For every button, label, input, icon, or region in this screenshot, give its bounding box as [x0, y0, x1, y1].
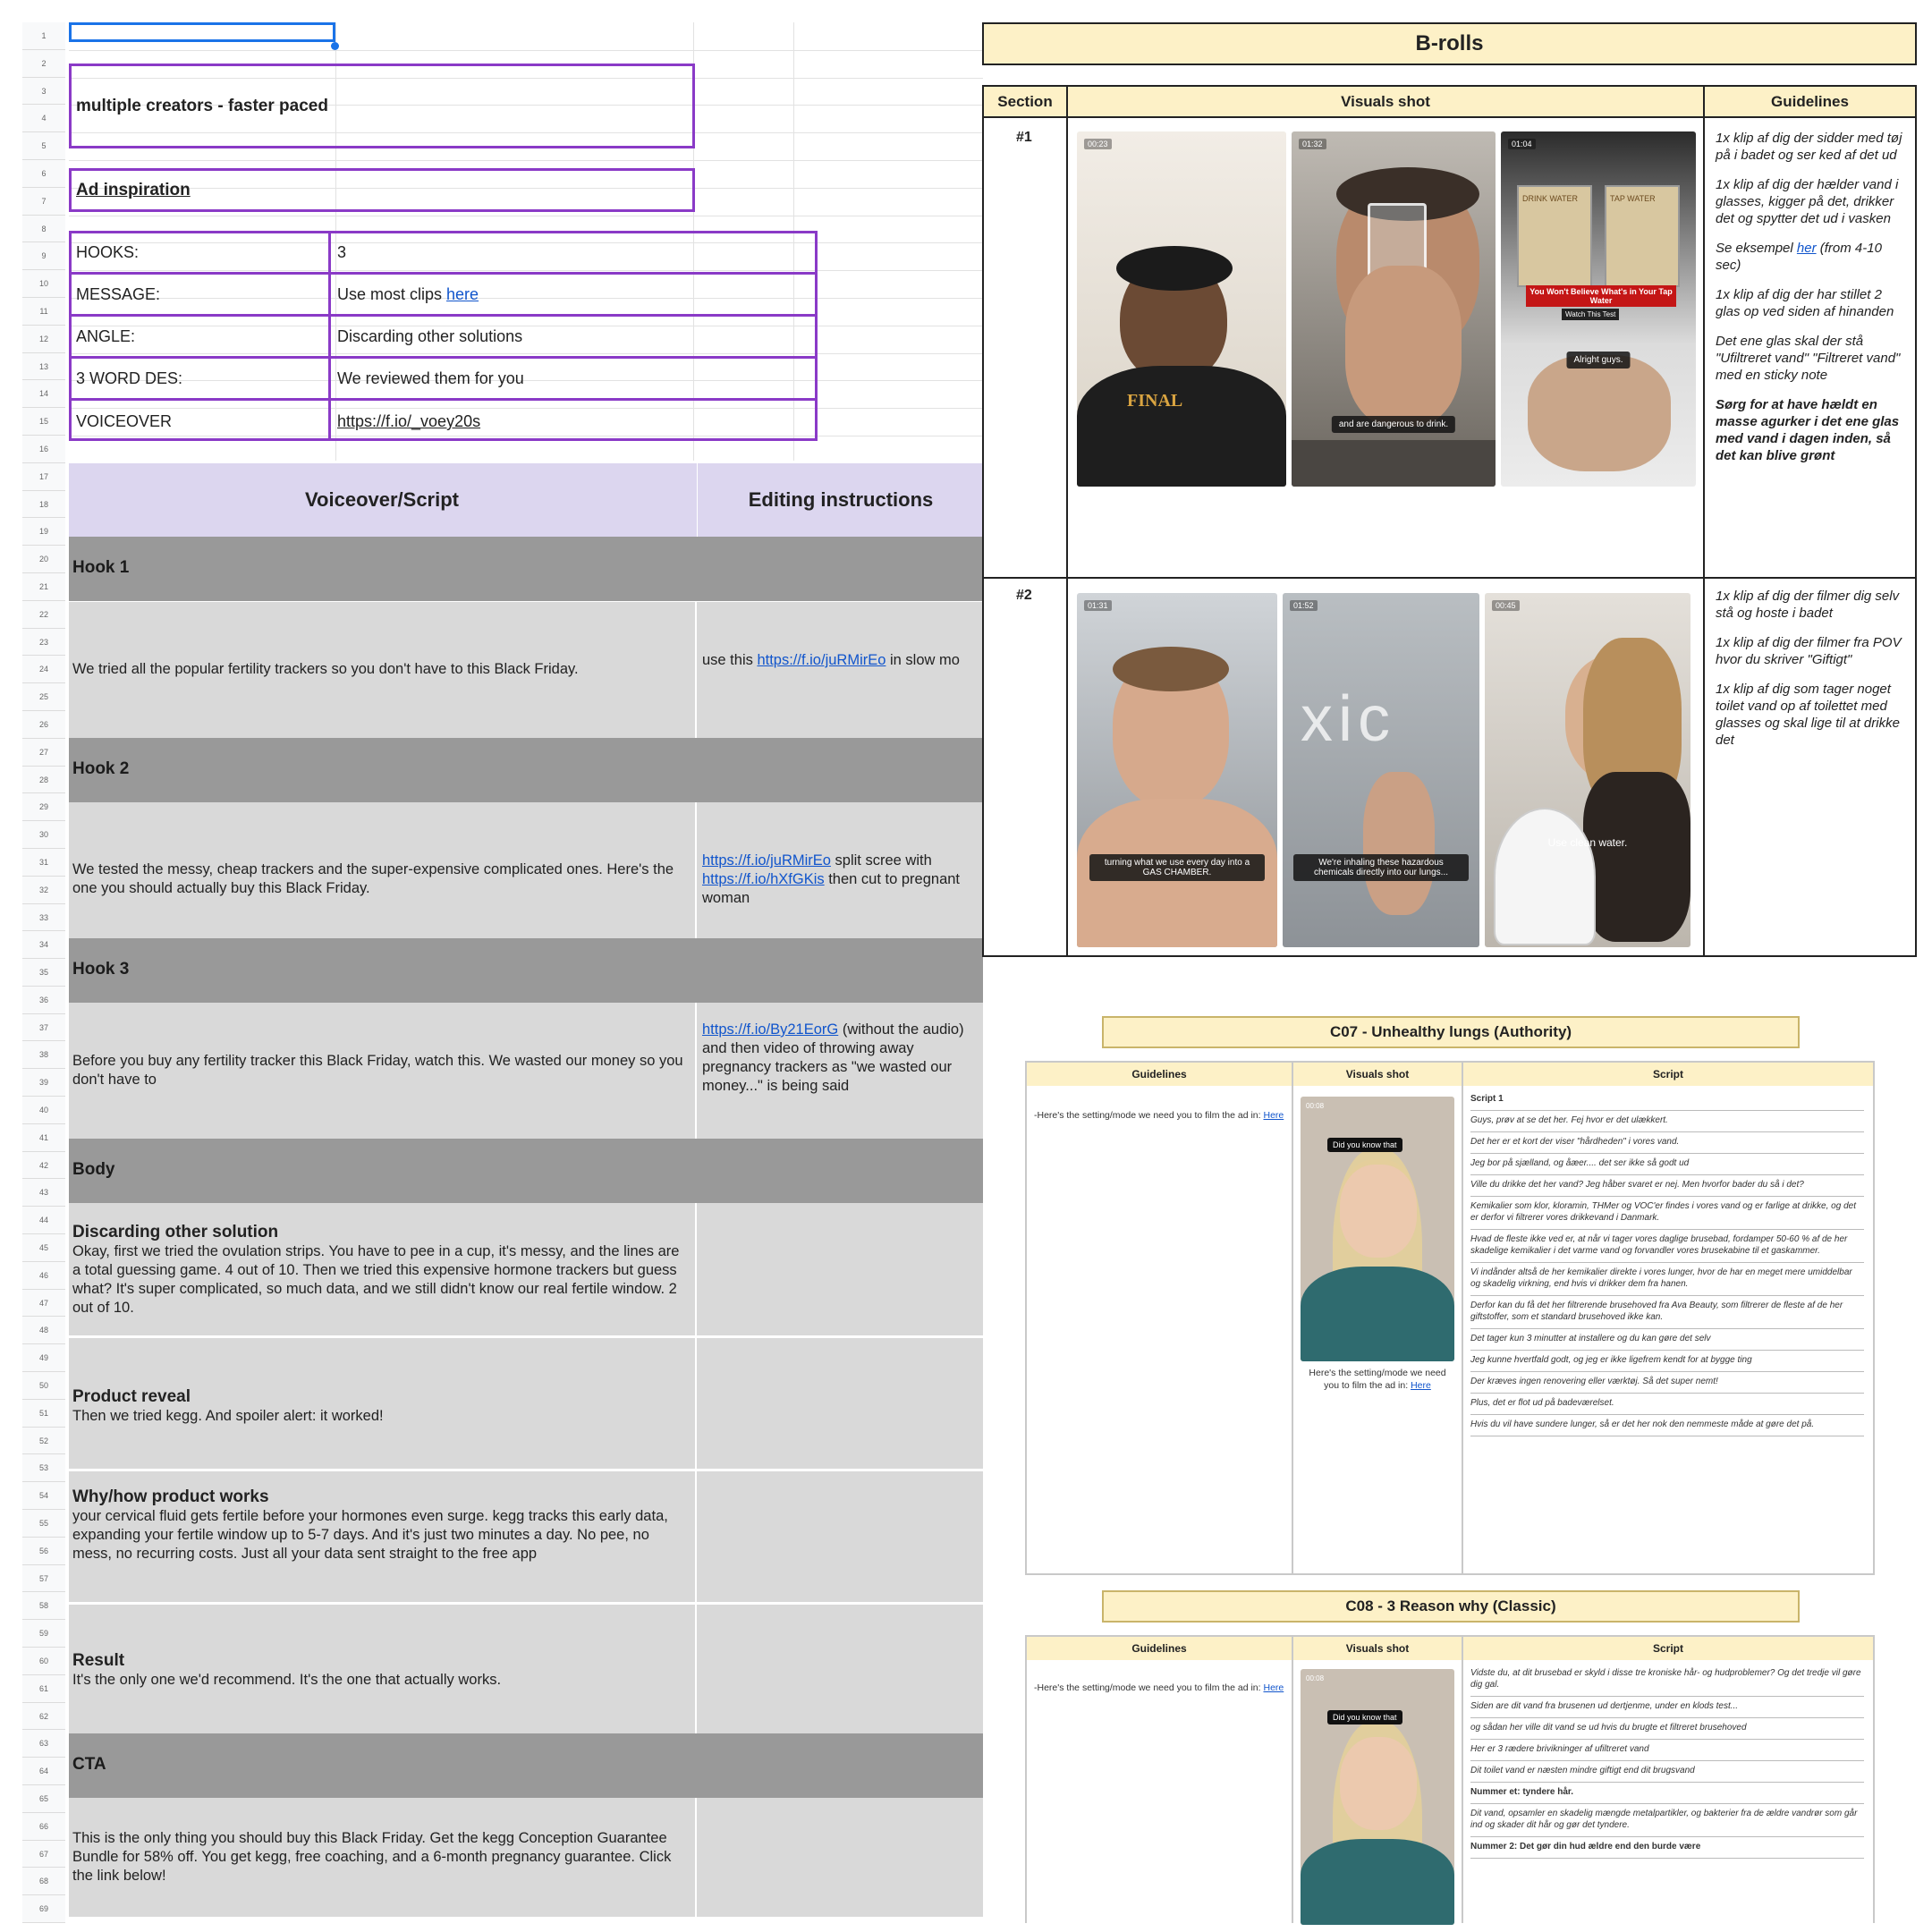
c07-col-line [1462, 1063, 1463, 1573]
params-row-divider [69, 314, 818, 317]
c08-col-line [1462, 1637, 1463, 1923]
row-number[interactable]: 55 [22, 1510, 65, 1538]
why-text: your cervical fluid gets fertile before your hormones even surge. kegg tracks this early data, expanding your fertile window up to 5-7 days. And it's just two minutes a day. No pee, no mess, no recurring costs. Just all your data sent straight to the free app [72, 1508, 668, 1562]
row-number[interactable]: 63 [22, 1730, 65, 1758]
thumb-caption: turning what we use every day into a GAS CHAMBER. [1089, 854, 1265, 881]
message-here-link[interactable]: here [446, 285, 479, 303]
script-line: Nummer 2: Det gør din hud ældre end den burde være [1470, 1837, 1864, 1859]
row-number[interactable]: 30 [22, 821, 65, 849]
param-value-3word[interactable]: We reviewed them for you [337, 369, 524, 387]
thumb-timestamp: 01:32 [1299, 139, 1326, 149]
cell-divider [695, 1798, 697, 1917]
row-number[interactable]: 62 [22, 1703, 65, 1731]
params-col-divider [328, 231, 331, 441]
band-cta [69, 1733, 983, 1798]
script-line: Vidste du, at dit brusebad er skyld i disse tre kroniske hår- og hudproblemer? Og det tredje vil gøre dig gal. [1470, 1664, 1864, 1697]
c07-script-lines [1470, 1111, 1864, 1436]
row-number[interactable]: 36 [22, 987, 65, 1014]
row-number[interactable]: 49 [22, 1344, 65, 1372]
person-top [1583, 772, 1690, 942]
broll-header-section: Section [984, 87, 1068, 118]
guideline-item: 1x klip af dig der filmer dig selv stå og hoste i badet [1716, 589, 1900, 621]
cta-text: This is the only thing you should buy this Black Friday. Get the kegg Conception Guarantee Bundle for 58% off. You get kegg, free coaching, and a 6-month pregnancy guarantee. Click the link below! [72, 1830, 672, 1884]
row-number[interactable]: 19 [22, 518, 65, 546]
row-number[interactable]: 22 [22, 601, 65, 629]
reveal-cell [72, 1387, 690, 1426]
c08-header-visuals: Visuals shot [1293, 1637, 1463, 1660]
ad-inspiration-link[interactable]: Ad inspiration [76, 181, 191, 199]
grid-row-line [69, 160, 983, 161]
row-why-how[interactable] [69, 1471, 983, 1602]
row-number[interactable]: 35 [22, 959, 65, 987]
hook-1-edit-pre: use this [702, 652, 758, 668]
c07-guide-link[interactable]: Here [1263, 1110, 1284, 1121]
thumb-timestamp: 00:08 [1306, 1674, 1325, 1682]
c07-header-guidelines: Guidelines [1027, 1063, 1293, 1086]
row-number[interactable]: 18 [22, 491, 65, 519]
broll-col-line [1703, 87, 1705, 955]
thumb-timestamp: 01:31 [1084, 600, 1112, 611]
row-number[interactable]: 23 [22, 629, 65, 657]
row-discarding[interactable] [69, 1203, 983, 1335]
c08-guide-link[interactable]: Here [1263, 1682, 1284, 1693]
row-number[interactable]: 59 [22, 1620, 65, 1648]
header-editing-instructions: Editing instructions [697, 463, 984, 537]
script-line: Kemikalier som klor, kloramin, THMer og VOC'er findes i vores vand og er farlige at drikke, og det er derfor vi filtrerer vores drikkevand i Danmark. [1470, 1197, 1864, 1230]
guideline-item: 1x klip af dig der har stillet 2 glas op ved siden af hinanden [1716, 287, 1894, 319]
hook-3-script: Before you buy any fertility tracker this Black Friday, watch this. We wasted our money so you don't have to [72, 1053, 683, 1088]
row-number[interactable]: 21 [22, 573, 65, 601]
c08-title: C08 - 3 Reason why (Classic) [1102, 1590, 1800, 1623]
row-number[interactable]: 48 [22, 1317, 65, 1344]
row-number[interactable]: 15 [22, 408, 65, 436]
guideline-example-pre: Se eksempel [1716, 241, 1797, 256]
row-number[interactable]: 10 [22, 270, 65, 298]
param-label-voiceover: VOICEOVER [76, 412, 173, 430]
reveal-title: Product reveal [72, 1387, 191, 1406]
hook-2-edit-link1[interactable]: https://f.io/juRMirEo [702, 852, 831, 869]
guideline-item: 1x klip af dig der hælder vand i glasses, kigger på det, drikker det og spytter det ud i vasken [1716, 177, 1899, 226]
row-number[interactable]: 25 [22, 683, 65, 711]
script-line: Derfor kan du få det her filtrerende brusehoved fra Ava Beauty, som filtrerer de fleste af de her giftstoffer, som et standard brusehoved ikke kan. [1470, 1296, 1864, 1329]
message-text: Use most clips [337, 285, 447, 303]
cell-divider [695, 1471, 697, 1602]
param-value-message[interactable] [337, 285, 479, 304]
c07-script-title: Script 1 [1470, 1089, 1864, 1111]
body-label: Body [72, 1160, 115, 1179]
c08-script-lines [1470, 1664, 1864, 1859]
c07-visual-thumb[interactable] [1301, 1097, 1454, 1361]
thumb-timestamp: 00:08 [1306, 1102, 1325, 1110]
param-label-message: MESSAGE: [76, 285, 161, 303]
thumb-timestamp: 00:23 [1084, 139, 1112, 149]
param-value-hooks[interactable]: 3 [337, 243, 347, 261]
c07-visual-note [1301, 1367, 1454, 1392]
row-number[interactable]: 69 [22, 1895, 65, 1923]
row-number[interactable]: 51 [22, 1400, 65, 1428]
hook-1-edit [702, 651, 970, 670]
thumb-caption: We're inhaling these hazardous chemicals directly into our lungs... [1293, 854, 1469, 881]
row-number[interactable]: 37 [22, 1014, 65, 1042]
script-line: Nummer et: tyndere hår. [1470, 1783, 1864, 1804]
c08-header-guidelines: Guidelines [1027, 1637, 1293, 1660]
cell-divider [695, 1203, 697, 1335]
result-cell [72, 1651, 690, 1690]
row-number[interactable]: 61 [22, 1675, 65, 1703]
hook-2-edit-mid: split scree with [830, 852, 932, 869]
c07-table [1025, 1061, 1875, 1575]
c08-header-script: Script [1463, 1637, 1873, 1660]
guideline-item: 1x klip af dig der filmer fra POV hvor du skriver "Giftigt" [1716, 635, 1902, 667]
why-title: Why/how product works [72, 1487, 269, 1506]
cell-divider [695, 1338, 697, 1469]
row-number[interactable]: 67 [22, 1841, 65, 1868]
row-number[interactable]: 17 [22, 463, 65, 491]
row-number[interactable]: 29 [22, 793, 65, 821]
row-number[interactable]: 28 [22, 767, 65, 794]
c08-visual-thumb[interactable] [1301, 1669, 1454, 1925]
person-shirt [1077, 366, 1286, 487]
script-line: Det tager kun 3 minutter at installere og du kan gøre det selv [1470, 1329, 1864, 1351]
params-row-divider [69, 398, 818, 401]
thumb-watch: Watch This Test [1562, 309, 1619, 320]
sheet-title: multiple creators - faster paced [76, 97, 328, 115]
c07-guideline [1034, 1109, 1284, 1122]
row-number[interactable]: 16 [22, 436, 65, 463]
hands [1528, 355, 1671, 471]
voiceover-link[interactable]: https://f.io/_voey20s [337, 412, 481, 430]
guideline-item: 1x klip af dig som tager noget toilet vand op af toilettet med glasses og skal lige til at drikke det [1716, 682, 1900, 748]
broll-thumb-4[interactable] [1077, 593, 1277, 947]
script-line: Dit vand, opsamler en skadelig mængde metalpartikler, og bakterier fra de ældre vandrør som går ind og skader dit hår og gør det tyndere. [1470, 1804, 1864, 1837]
row-number[interactable]: 34 [22, 931, 65, 959]
c08-script [1470, 1664, 1864, 1859]
row-number[interactable]: 6 [22, 160, 65, 188]
c07-visual-link[interactable]: Here [1411, 1380, 1431, 1391]
row-number[interactable]: 7 [22, 188, 65, 216]
row-number[interactable]: 43 [22, 1179, 65, 1207]
c07-script [1470, 1089, 1864, 1436]
broll-row-2-label: #2 [1016, 588, 1032, 603]
row-number[interactable]: 5 [22, 132, 65, 160]
broll-col-line [1066, 87, 1068, 955]
row-number[interactable]: 54 [22, 1482, 65, 1510]
band-hook-1 [69, 537, 983, 601]
row-number[interactable]: 41 [22, 1124, 65, 1152]
band-hook-3 [69, 938, 983, 1003]
broll-row-1-guidelines [1716, 130, 1909, 477]
guideline-example-link[interactable]: her [1796, 241, 1817, 256]
cell-divider [695, 802, 697, 938]
discarding-cell [72, 1223, 690, 1318]
c07-header-script: Script [1463, 1063, 1873, 1086]
thumb-caption: Did you know that [1327, 1710, 1402, 1724]
row-number[interactable]: 42 [22, 1152, 65, 1180]
broll-thumb-5[interactable] [1283, 593, 1479, 947]
discarding-title: Discarding other solution [72, 1223, 279, 1241]
hook-3-edit-post: (without the audio) and then video of throwing away pregnancy trackers as "we wasted our money..." is being said [702, 1021, 964, 1094]
param-label-3word: 3 WORD DES: [76, 369, 183, 387]
row-number[interactable]: 50 [22, 1372, 65, 1400]
band-hook-2 [69, 738, 983, 802]
row-number[interactable]: 39 [22, 1069, 65, 1097]
script-line: Guys, prøv at se det her. Fej hvor er det ulækkert. [1470, 1111, 1864, 1132]
broll-header-guidelines: Guidelines [1705, 87, 1915, 118]
c07-visual-caption: Here's the setting/mode we need you to film the ad in: [1309, 1368, 1446, 1391]
script-line: Hvis du vil have sundere lunger, så er det her nok den nemmeste måde at gøre det på. [1470, 1415, 1864, 1436]
script-line: og sådan her ville dit vand se ud hvis du brugte et filtreret brusehoved [1470, 1718, 1864, 1740]
row-number[interactable]: 13 [22, 353, 65, 381]
hook-2-edit [702, 852, 970, 908]
row-number[interactable]: 44 [22, 1207, 65, 1234]
discarding-text: Okay, first we tried the ovulation strips. You have to pee in a cup, it's messy, and the lines are a total guessing game. 4 out of 10. Then we tried this expensive hormone trackers but guess what? It's super complicated, so much data, and we still didn't know our real fertile window. 2 out of 10. [72, 1243, 680, 1316]
row-number[interactable]: 20 [22, 546, 65, 573]
hook-1-edit-post: in slow mo [886, 652, 960, 668]
params-row-divider [69, 356, 818, 359]
row-number[interactable]: 1 [22, 22, 65, 50]
row-number[interactable]: 31 [22, 849, 65, 877]
row-number[interactable]: 46 [22, 1262, 65, 1290]
param-value-angle[interactable]: Discarding other solutions [337, 327, 523, 345]
row-number[interactable]: 11 [22, 298, 65, 326]
hook-2-label: Hook 2 [72, 759, 130, 778]
row-number[interactable]: 24 [22, 656, 65, 683]
broll-row-1-label: #1 [1016, 130, 1032, 145]
script-line: Der kræves ingen renovering eller værktøj. Så det super nemt! [1470, 1372, 1864, 1394]
row-number[interactable]: 2 [22, 50, 65, 78]
row-number[interactable]: 45 [22, 1234, 65, 1262]
script-line: Plus, det er flot ud på badeværelset. [1470, 1394, 1864, 1415]
row-number[interactable]: 33 [22, 904, 65, 932]
script-line: Ville du drikke det her vand? Jeg håber svaret er nej. Men hvorfor bader du så i det? [1470, 1175, 1864, 1197]
thumb-banner: You Won't Believe What's in Your Tap Water [1526, 285, 1676, 307]
row-number[interactable]: 53 [22, 1454, 65, 1482]
c08-table [1025, 1635, 1875, 1923]
row-number[interactable]: 60 [22, 1648, 65, 1675]
script-line: Siden are dit vand fra brusenen ud dertjenme, under en klods test... [1470, 1697, 1864, 1718]
hand [1345, 266, 1462, 427]
fill-handle[interactable] [331, 42, 339, 50]
broll-title: B-rolls [982, 22, 1917, 65]
row-number[interactable]: 66 [22, 1813, 65, 1841]
broll-thumb-1[interactable] [1077, 131, 1286, 487]
person-face [1340, 1737, 1417, 1830]
row-number[interactable]: 12 [22, 326, 65, 353]
c07-header-visuals: Visuals shot [1293, 1063, 1463, 1086]
script-line: Hvad de fleste ikke ved er, at når vi tager vores daglige brusebad, fordamper 50-60 % af de her skadelige kemikalier i det varme vand og forvandler vores brusekabine til et gaskammer. [1470, 1230, 1864, 1263]
row-number[interactable]: 32 [22, 877, 65, 904]
reveal-text: Then we tried kegg. And spoiler alert: it worked! [72, 1408, 384, 1424]
counter [1292, 440, 1496, 487]
hook-3-edit-link[interactable]: https://f.io/By21EorG [702, 1021, 839, 1038]
row-number[interactable]: 56 [22, 1538, 65, 1565]
guideline-item: 1x klip af dig der sidder med tøj på i badet og ser ked af det ud [1716, 131, 1902, 163]
jar-label-2: TAP WATER [1610, 194, 1656, 203]
cell-divider [695, 1605, 697, 1733]
row-number[interactable]: 27 [22, 739, 65, 767]
row-number[interactable]: 9 [22, 242, 65, 270]
row-result[interactable] [69, 1605, 983, 1733]
result-title: Result [72, 1651, 125, 1670]
broll-row-2-guidelines [1716, 588, 1909, 761]
script-column-headers [69, 463, 983, 537]
row-number[interactable]: 4 [22, 105, 65, 132]
c08-guide-text: -Here's the setting/mode we need you to film the ad in: [1034, 1682, 1264, 1693]
param-label-angle: ANGLE: [76, 327, 136, 345]
row-number[interactable]: 58 [22, 1592, 65, 1620]
fog-writing: xic [1301, 683, 1395, 755]
row-number[interactable]: 68 [22, 1868, 65, 1895]
toilet [1494, 808, 1596, 945]
c07-guide-text: -Here's the setting/mode we need you to film the ad in: [1034, 1110, 1264, 1121]
grid-row-line [69, 50, 983, 51]
person-shirt [1301, 1839, 1454, 1925]
thumb-caption-2: Alright guys. [1566, 352, 1630, 369]
params-row-divider [69, 272, 818, 275]
thumb-caption: Use clean water. [1547, 836, 1628, 849]
broll-thumb-2[interactable] [1292, 131, 1496, 487]
person-face [1340, 1165, 1417, 1258]
person-shirt [1301, 1267, 1454, 1361]
guideline-example [1716, 240, 1909, 274]
row-number[interactable]: 57 [22, 1565, 65, 1593]
script-line: Her er 3 rædere brivikninger af ufiltreret vand [1470, 1740, 1864, 1761]
row-number[interactable]: 38 [22, 1041, 65, 1069]
cell-divider [695, 602, 697, 738]
c08-guideline [1034, 1682, 1284, 1694]
band-body [69, 1139, 983, 1203]
row-number[interactable]: 47 [22, 1290, 65, 1318]
row-number[interactable]: 52 [22, 1428, 65, 1455]
broll-thumb-6[interactable] [1485, 593, 1690, 947]
script-line: Vi indånder altså de her kemikalier direkte i vores lunger, hvor de har en meget mere umiddelbar og skadelig virkning, end hvis vi drikker dem fra hanen. [1470, 1263, 1864, 1296]
script-line: Dit toilet vand er næsten mindre giftigt end dit brugsvand [1470, 1761, 1864, 1783]
result-text: It's the only one we'd recommend. It's the one that actually works. [72, 1672, 502, 1688]
person-hair [1113, 647, 1229, 691]
hook-1-edit-link[interactable]: https://f.io/juRMirEo [757, 652, 886, 668]
hook-1-label: Hook 1 [72, 558, 130, 577]
thumb-timestamp: 01:04 [1508, 139, 1536, 149]
row-hook-3[interactable] [69, 1003, 983, 1139]
broll-table [982, 85, 1917, 957]
c07-col-line [1292, 1063, 1293, 1573]
row-number[interactable]: 65 [22, 1785, 65, 1813]
selected-cell[interactable] [69, 22, 335, 42]
hook-3-edit [702, 1021, 970, 1096]
thumb-caption: and are dangerous to drink. [1332, 416, 1455, 433]
why-cell [72, 1487, 690, 1563]
thumb-timestamp: 00:45 [1492, 600, 1520, 611]
row-number[interactable]: 14 [22, 380, 65, 408]
row-number[interactable]: 3 [22, 78, 65, 106]
script-line: Jeg bor på sjælland, og åæer.... det ser ikke så godt ud [1470, 1154, 1864, 1175]
broll-row-line [984, 577, 1915, 579]
row-number[interactable]: 26 [22, 711, 65, 739]
guideline-item: Det ene glas skal der stå "Ufiltreret vand" "Filtreret vand" med en sticky note [1716, 334, 1901, 383]
spreadsheet [22, 22, 964, 1923]
thumb-caption: Did you know that [1327, 1138, 1402, 1152]
guideline-example-post: (from 4-10 sec) [1716, 241, 1882, 273]
param-label-hooks: HOOKS: [76, 243, 140, 261]
cta-label: CTA [72, 1755, 106, 1774]
header-voiceover-script: Voiceover/Script [305, 488, 459, 511]
shirt-print: FINAL [1127, 391, 1183, 411]
hook-1-script: We tried all the popular fertility trackers so you don't have to this Black Friday. [72, 661, 579, 677]
c07-title: C07 - Unhealthy lungs (Authority) [1102, 1016, 1800, 1048]
row-hook-1[interactable] [69, 602, 983, 738]
jar-label-1: DRINK WATER [1522, 194, 1578, 203]
hand [1363, 772, 1435, 915]
row-hook-2[interactable] [69, 802, 983, 938]
c08-col-line [1292, 1637, 1293, 1923]
broll-header-visuals: Visuals shot [1068, 87, 1705, 118]
person-hair [1116, 246, 1233, 291]
broll-thumb-3[interactable] [1501, 131, 1696, 487]
script-line: Det her er et kort der viser "hårdheden" i vores vand. [1470, 1132, 1864, 1154]
cell-divider [695, 1003, 697, 1139]
guideline-item: Sørg for at have hældt en masse agurker i det ene glas med vand i dagen inden, så det kan blive grønt [1716, 397, 1900, 463]
script-line: Jeg kunne hvertfald godt, og jeg er ikke ligefrem kendt for at bygge ting [1470, 1351, 1864, 1372]
thumb-timestamp: 01:52 [1290, 600, 1318, 611]
row-number[interactable]: 8 [22, 216, 65, 243]
row-number[interactable]: 40 [22, 1097, 65, 1124]
row-cta[interactable] [69, 1798, 983, 1917]
hook-3-label: Hook 3 [72, 960, 130, 979]
row-product-reveal[interactable] [69, 1338, 983, 1469]
hook-2-script: We tested the messy, cheap trackers and the super-expensive complicated ones. Here's the one you should actually buy this Black Friday. [72, 861, 674, 896]
hook-2-edit-post: then cut to pregnant woman [702, 871, 961, 906]
row-number[interactable]: 64 [22, 1758, 65, 1785]
hook-2-edit-link2[interactable]: https://f.io/hXfGKis [702, 871, 825, 887]
